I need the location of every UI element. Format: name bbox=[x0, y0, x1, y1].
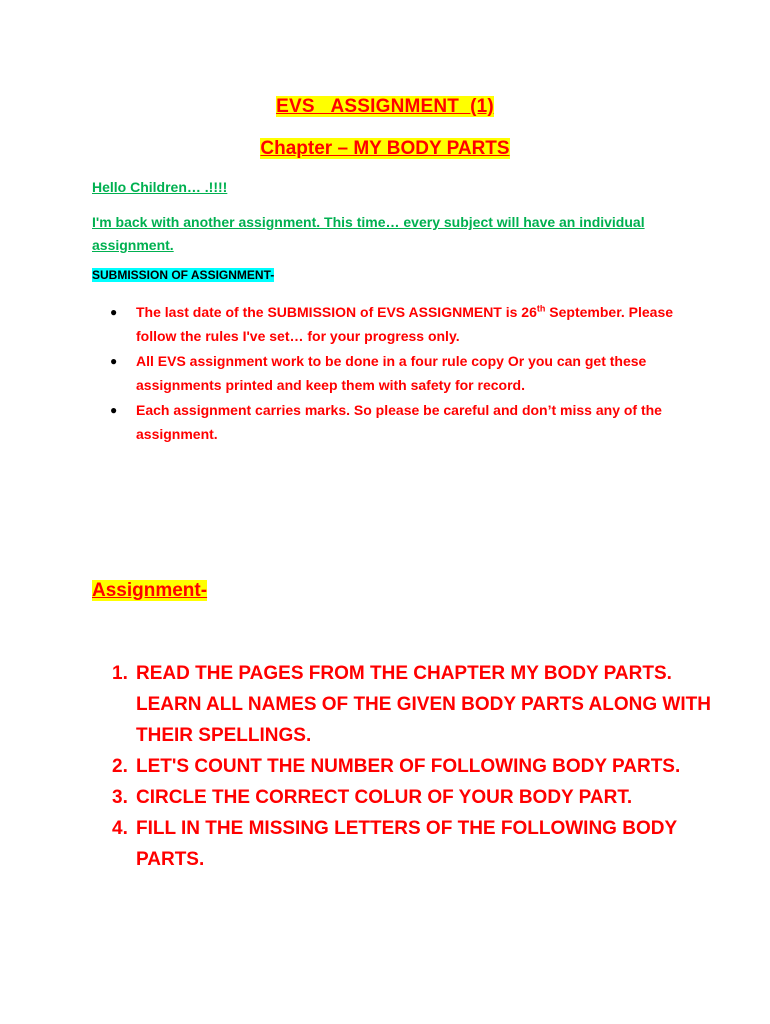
bullet-icon: ● bbox=[110, 403, 118, 417]
task-text: FILL IN THE MISSING LETTERS OF THE FOLLOWING BODY PARTS. bbox=[136, 818, 677, 870]
list-item bbox=[108, 349, 688, 397]
task-number: 4. bbox=[112, 818, 128, 839]
list-item bbox=[112, 751, 722, 782]
bullet-icon: ● bbox=[110, 305, 118, 319]
rule-text-continued: September. Please follow the rules I've set… for your progress only. bbox=[136, 304, 674, 344]
list-item bbox=[108, 300, 688, 348]
assignment-heading bbox=[92, 580, 207, 602]
task-number: 1. bbox=[112, 663, 128, 684]
submission-heading-text: SUBMISSION OF ASSIGNMENT- bbox=[92, 268, 275, 282]
submission-heading bbox=[92, 268, 274, 282]
task-text: CIRCLE THE CORRECT COLUR OF YOUR BODY PART. bbox=[136, 787, 633, 808]
list-item bbox=[108, 398, 688, 446]
page-subtitle bbox=[0, 138, 770, 160]
rules-list bbox=[108, 300, 688, 447]
greeting bbox=[92, 179, 227, 195]
page-title bbox=[0, 96, 770, 118]
greeting-text: Hello Children… .!!!! bbox=[92, 179, 228, 195]
intro-message bbox=[92, 211, 652, 257]
intro-message-text: I'm back with another assignment. This time… every subject will have an individual assignment. bbox=[92, 214, 645, 253]
task-number: 3. bbox=[112, 787, 128, 808]
task-number: 2. bbox=[112, 756, 128, 777]
rule-text: All EVS assignment work to be done in a four rule copy Or you can get these assignments printed and keep them with safety for record. bbox=[136, 353, 647, 393]
rule-text: Each assignment carries marks. So please be careful and don’t miss any of the assignment. bbox=[136, 402, 662, 442]
task-text: LET'S COUNT THE NUMBER OF FOLLOWING BODY PARTS. bbox=[136, 756, 681, 777]
subtitle-text: Chapter – MY BODY PARTS bbox=[260, 138, 510, 159]
tasks-list bbox=[112, 658, 722, 875]
assignment-heading-text: Assignment- bbox=[92, 580, 208, 601]
title-text: EVS ASSIGNMENT (1) bbox=[276, 96, 494, 117]
bullet-icon: ● bbox=[110, 354, 118, 368]
task-text: READ THE PAGES FROM THE CHAPTER MY BODY PARTS. LEARN ALL NAMES OF THE GIVEN BODY PARTS ALONG WITH THEIR SPELLINGS. bbox=[136, 663, 711, 746]
list-item bbox=[112, 782, 722, 813]
list-item bbox=[112, 813, 722, 875]
rule-text: The last date of the SUBMISSION of EVS ASSIGNMENT is 26 bbox=[136, 304, 537, 320]
rule-superscript: th bbox=[536, 303, 546, 314]
list-item bbox=[112, 658, 722, 751]
